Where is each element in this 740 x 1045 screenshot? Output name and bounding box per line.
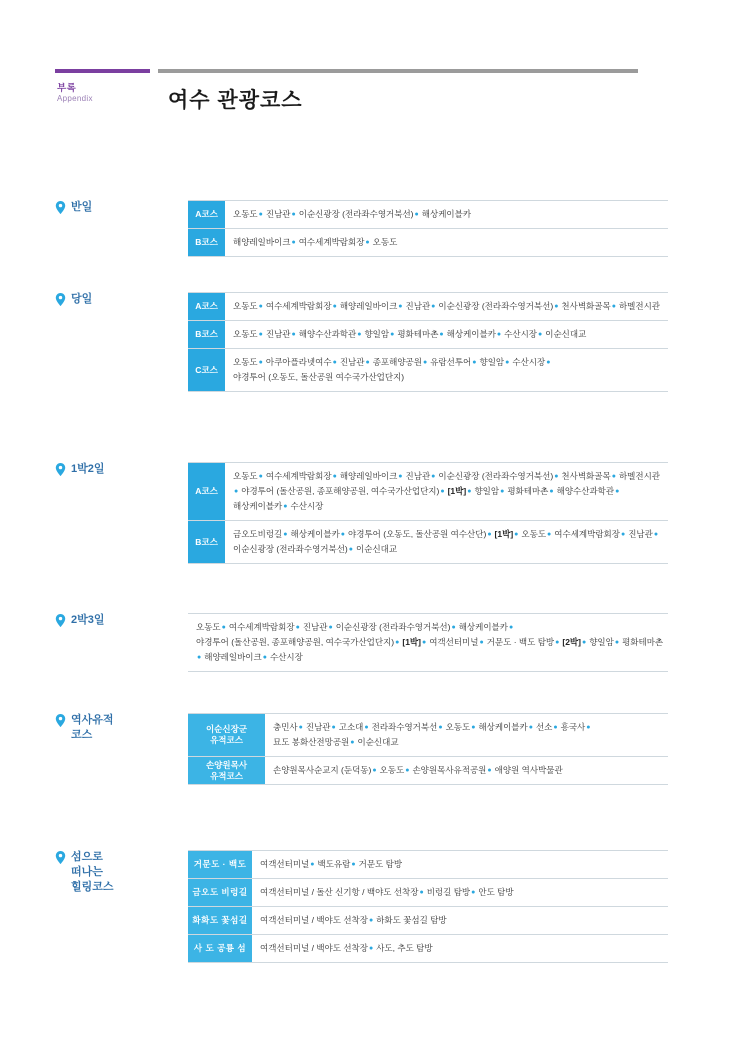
appendix-label-en: Appendix (57, 94, 93, 103)
course-tag: B코스 (188, 521, 225, 563)
course-stop: 거문도 · 백도 탐방 (486, 637, 555, 647)
bullet-dot: ● (291, 331, 296, 338)
course-stop: 진남관 (339, 357, 365, 367)
section-label-line: 2박3일 (71, 614, 105, 626)
bullet-dot: ● (197, 654, 202, 661)
course-row (188, 521, 668, 564)
course-stop: 충민사 (273, 722, 298, 732)
section-body (188, 713, 668, 785)
section-body (188, 200, 668, 257)
bullet-dot: ● (500, 488, 505, 495)
bullet-dot: ● (471, 724, 476, 731)
bullet-dot: ● (221, 624, 226, 631)
course-itinerary (265, 757, 668, 784)
course-stop: 진남관 (628, 529, 653, 539)
bullet-dot: ● (398, 473, 403, 480)
course-row (188, 349, 668, 392)
course-stop: 오동도 (379, 765, 405, 775)
course-tag: 손양원목사 유적코스 (188, 757, 265, 784)
bullet-dot: ● (653, 531, 659, 538)
bullet-dot: ● (372, 767, 377, 774)
course-stop: 해상케이블카 (458, 622, 508, 632)
course-stop: 해상케이블카 (446, 329, 496, 339)
course-stop: 묘도 봉화산전망공원 (273, 737, 350, 747)
course-itinerary (225, 201, 668, 228)
course-stop: 해양수산과학관 (298, 329, 357, 339)
page-title: 여수 관광코스 (168, 89, 303, 112)
course-stop: 진남관 (405, 471, 431, 481)
course-row (188, 935, 668, 963)
course-stop: 향일암 (589, 637, 614, 647)
course-stop: 여객선터미널 / 백야도 선착장 (260, 943, 368, 953)
section-body (188, 850, 668, 963)
bullet-dot: ● (546, 359, 551, 366)
course-stop: 진남관 (405, 301, 431, 311)
course-itinerary (252, 907, 668, 934)
bullet-dot: ● (487, 531, 492, 538)
section-label-line: 반일 (71, 201, 93, 213)
bullet-dot: ● (398, 303, 403, 310)
course-stop: 진남관 (265, 209, 291, 219)
course-stop: 야경투어 (돌산공원, 종포해양공원, 여수국가산업단지) (196, 637, 395, 647)
course-row (188, 907, 668, 935)
bullet-dot: ● (332, 303, 337, 310)
section-label-line: 코스 (71, 729, 93, 741)
section-body (188, 613, 668, 672)
course-stop: 해양레일바이크 (339, 471, 398, 481)
course-stop: 비렁길 탐방 (426, 887, 471, 897)
section-label (55, 462, 175, 477)
page-header (0, 58, 740, 128)
bullet-dot: ● (332, 473, 337, 480)
bullet-dot: ● (258, 331, 263, 338)
course-row (188, 879, 668, 907)
course-stop: 수산시장 (504, 329, 538, 339)
course-stop: 이순신대교 (357, 737, 399, 747)
course-tag: B코스 (188, 229, 225, 256)
map-pin-icon (55, 201, 66, 214)
map-pin-icon (55, 463, 66, 476)
course-stop: 천사벽화골목 (561, 301, 611, 311)
section-body (188, 292, 668, 392)
stay-marker: [2박] (562, 637, 581, 647)
section-label-line: 역사유적 (71, 714, 114, 726)
course-stop: 하화도 꽃섬길 탐방 (376, 915, 447, 925)
bullet-dot: ● (440, 488, 445, 495)
bullet-dot: ● (615, 488, 620, 495)
header-rule-purple (55, 69, 150, 73)
bullet-dot: ● (451, 624, 456, 631)
bullet-dot: ● (555, 639, 560, 646)
bullet-dot: ● (528, 724, 533, 731)
course-stop: 평화테마촌 (507, 486, 549, 496)
course-stop: 천사벽화골목 (561, 471, 611, 481)
bullet-dot: ● (258, 473, 263, 480)
course-stop: 수산시장 (290, 501, 324, 511)
course-row (188, 321, 668, 349)
bullet-dot: ● (538, 331, 543, 338)
course-stop: 오동도 (233, 301, 258, 311)
bullet-dot: ● (514, 531, 519, 538)
course-itinerary (225, 521, 668, 563)
course-stop: 안도 탐방 (478, 887, 514, 897)
bullet-dot: ● (351, 861, 356, 868)
bullet-dot: ● (620, 531, 626, 538)
bullet-dot: ● (368, 917, 374, 924)
bullet-dot: ● (611, 473, 616, 480)
course-stop: 오동도 (372, 237, 398, 247)
course-stop: 이순신광장 (전라좌수영거북선) (298, 209, 414, 219)
course-stop: 해상케이블카 (478, 722, 528, 732)
bullet-dot: ● (553, 724, 558, 731)
course-stop: 해상케이블카 (421, 209, 472, 219)
bullet-dot: ● (549, 488, 554, 495)
bullet-dot: ● (439, 331, 444, 338)
bullet-dot: ● (479, 639, 484, 646)
course-stop: 거문도 탐방 (358, 859, 403, 869)
bullet-dot: ● (234, 488, 239, 495)
bullet-dot: ● (586, 724, 591, 731)
stay-marker: [1박] (402, 637, 421, 647)
bullet-dot: ● (395, 639, 400, 646)
course-row (188, 713, 668, 757)
course-stop: 여객선터미널 / 백야도 선착장 (260, 915, 368, 925)
bullet-dot: ● (467, 488, 472, 495)
course-stop: 오동도 (233, 471, 258, 481)
bullet-dot: ● (422, 359, 428, 366)
course-stop: 오동도 (233, 209, 258, 219)
course-itinerary (225, 463, 668, 520)
bullet-dot: ● (547, 531, 552, 538)
bullet-dot: ● (295, 624, 300, 631)
section-label-line: 힐링코스 (71, 881, 114, 893)
bullet-dot: ● (291, 211, 296, 218)
course-tag: B코스 (188, 321, 225, 348)
course-stop: 수산시장 (512, 357, 546, 367)
course-tag: C코스 (188, 349, 225, 391)
header-rule-gray (158, 69, 638, 73)
course-tag: 금오도 비렁길 (188, 879, 252, 906)
course-stop: 오동도 (233, 357, 258, 367)
section-label (55, 200, 175, 215)
course-stop: 하멜전시관 (618, 471, 660, 481)
course-stop: 평화테마촌 (622, 637, 664, 647)
bullet-dot: ● (364, 724, 369, 731)
bullet-dot: ● (291, 239, 296, 246)
course-stop: 오동도 (521, 529, 547, 539)
course-row (188, 613, 668, 672)
course-stop: 종포해양공원 (372, 357, 422, 367)
course-stop: 이순신광장 (전라좌수영거북선) (233, 544, 348, 554)
course-stop: 진남관 (302, 622, 328, 632)
bullet-dot: ● (348, 546, 354, 553)
course-row (188, 462, 668, 521)
stay-marker: [1박] (494, 529, 514, 539)
course-stop: 하멜전시관 (618, 301, 660, 311)
course-itinerary (225, 349, 668, 391)
course-itinerary (252, 935, 668, 962)
bullet-dot: ● (421, 639, 427, 646)
bullet-dot: ● (419, 889, 424, 896)
bullet-dot: ● (505, 359, 510, 366)
course-stop: 이순신대교 (356, 544, 398, 554)
bullet-dot: ● (258, 303, 263, 310)
bullet-dot: ● (357, 331, 362, 338)
bullet-dot: ● (614, 639, 620, 646)
course-stop: 수산시장 (269, 652, 303, 662)
stay-marker: [1박] (447, 486, 467, 496)
bullet-dot: ● (611, 303, 616, 310)
course-stop: 야경투어 (돌산공원, 종포해양공원, 여수국가산업단지) (241, 486, 440, 496)
course-stop: 선소 (535, 722, 553, 732)
course-itinerary (252, 851, 668, 878)
course-row (188, 200, 668, 229)
course-row (188, 850, 668, 879)
course-stop: 여수세계박람회장 (554, 529, 620, 539)
course-stop: 이순신광장 (전라좌수영거북선) (438, 301, 554, 311)
appendix-label-ko: 부록 (57, 83, 77, 94)
course-stop: 향일암 (364, 329, 390, 339)
course-stop: 여수세계박람회장 (298, 237, 365, 247)
section-label (55, 292, 175, 307)
section-label (55, 713, 175, 743)
section-label-line: 1박2일 (71, 463, 105, 475)
bullet-dot: ● (368, 945, 374, 952)
course-stop: 고소대 (338, 722, 364, 732)
course-stop: 여객선터미널 / 돌산 신기항 / 백야도 선착장 (260, 887, 419, 897)
course-stop: 여수세계박람회장 (228, 622, 295, 632)
section-label-line: 당일 (71, 293, 93, 305)
course-stop: 해양레일바이크 (339, 301, 398, 311)
course-itinerary (225, 321, 668, 348)
course-tag: A코스 (188, 463, 225, 520)
course-itinerary (252, 879, 668, 906)
course-stop: 야경투어 (오동도, 돌산공원 여수국가산업단지) (233, 372, 405, 382)
course-stop: 이순신대교 (545, 329, 587, 339)
course-row (188, 292, 668, 321)
bullet-dot: ● (332, 359, 337, 366)
bullet-dot: ● (331, 724, 336, 731)
course-stop: 해양레일바이크 (204, 652, 262, 662)
course-stop: 전라좌수영거북선 (371, 722, 438, 732)
section-label (55, 613, 175, 628)
bullet-dot: ● (487, 767, 492, 774)
course-row (188, 757, 668, 785)
course-stop: 이순신광장 (전라좌수영거북선) (335, 622, 451, 632)
course-stop: 평화테마촌 (397, 329, 439, 339)
course-itinerary (225, 229, 668, 256)
bullet-dot: ● (405, 767, 410, 774)
bullet-dot: ● (414, 211, 419, 218)
course-stop: 애양원 역사박물관 (494, 765, 563, 775)
bullet-dot: ● (328, 624, 333, 631)
bullet-dot: ● (365, 359, 370, 366)
bullet-dot: ● (258, 211, 263, 218)
bullet-dot: ● (554, 303, 559, 310)
course-stop: 해양수산과학관 (556, 486, 615, 496)
course-stop: 여수세계박람회장 (265, 301, 332, 311)
section-label-line: 섬으로 (71, 851, 103, 863)
course-stop: 해양레일바이크 (233, 237, 291, 247)
bullet-dot: ● (258, 359, 263, 366)
bullet-dot: ● (262, 654, 267, 661)
bullet-dot: ● (350, 739, 355, 746)
map-pin-icon (55, 293, 66, 306)
bullet-dot: ● (438, 724, 443, 731)
course-stop: 여객선터미널 (260, 859, 310, 869)
bullet-dot: ● (365, 239, 370, 246)
bullet-dot: ● (340, 531, 346, 538)
course-stop: 향일암 (474, 486, 500, 496)
course-stop: 사도, 추도 탐방 (376, 943, 433, 953)
course-stop: 야경투어 (오동도, 돌산공원 여수산단) (348, 529, 487, 539)
course-tag: A코스 (188, 293, 225, 320)
bullet-dot: ● (283, 503, 288, 510)
course-stop: 손양원목사유적공원 (412, 765, 487, 775)
bullet-dot: ● (496, 331, 502, 338)
course-tag: A코스 (188, 201, 225, 228)
course-row (188, 229, 668, 257)
bullet-dot: ● (310, 861, 315, 868)
course-stop: 금오도비렁길 (233, 529, 283, 539)
course-stop: 오동도 (196, 622, 221, 632)
course-tag: 이순신장군 유적코스 (188, 714, 265, 756)
course-stop: 해상케이블카 (290, 529, 340, 539)
course-stop: 백도유람 (317, 859, 351, 869)
map-pin-icon (55, 614, 66, 627)
course-stop: 흥국사 (560, 722, 586, 732)
course-itinerary (225, 293, 668, 320)
course-stop: 진남관 (265, 329, 291, 339)
course-tag: 사 도 공룡 섬 (188, 935, 252, 962)
course-stop: 유람선투어 (430, 357, 472, 367)
course-stop: 아쿠아플라넷여수 (265, 357, 332, 367)
bullet-dot: ● (554, 473, 559, 480)
section-body (188, 462, 668, 564)
bullet-dot: ● (431, 303, 436, 310)
bullet-dot: ● (472, 359, 477, 366)
course-stop: 향일암 (479, 357, 505, 367)
bullet-dot: ● (283, 531, 288, 538)
course-stop: 오동도 (233, 329, 258, 339)
course-stop: 여객선터미널 (429, 637, 479, 647)
bullet-dot: ● (581, 639, 587, 646)
bullet-dot: ● (431, 473, 436, 480)
section-label-line: 떠나는 (71, 866, 103, 878)
map-pin-icon (55, 851, 66, 864)
course-stop: 이순신광장 (전라좌수영거북선) (438, 471, 554, 481)
course-stop: 손양원목사순교지 (둔덕동) (273, 765, 372, 775)
section-label (55, 850, 175, 895)
bullet-dot: ● (298, 724, 303, 731)
bullet-dot: ● (508, 624, 514, 631)
course-stop: 여수세계박람회장 (265, 471, 332, 481)
course-stop: 오동도 (445, 722, 471, 732)
course-tag: 거문도 · 백도 (188, 851, 252, 878)
course-stop: 진남관 (305, 722, 331, 732)
map-pin-icon (55, 714, 66, 727)
course-itinerary (265, 714, 668, 756)
bullet-dot: ● (471, 889, 476, 896)
course-tag: 화화도 꽃섬길 (188, 907, 252, 934)
course-stop: 해상케이블카 (233, 501, 283, 511)
bullet-dot: ● (390, 331, 395, 338)
